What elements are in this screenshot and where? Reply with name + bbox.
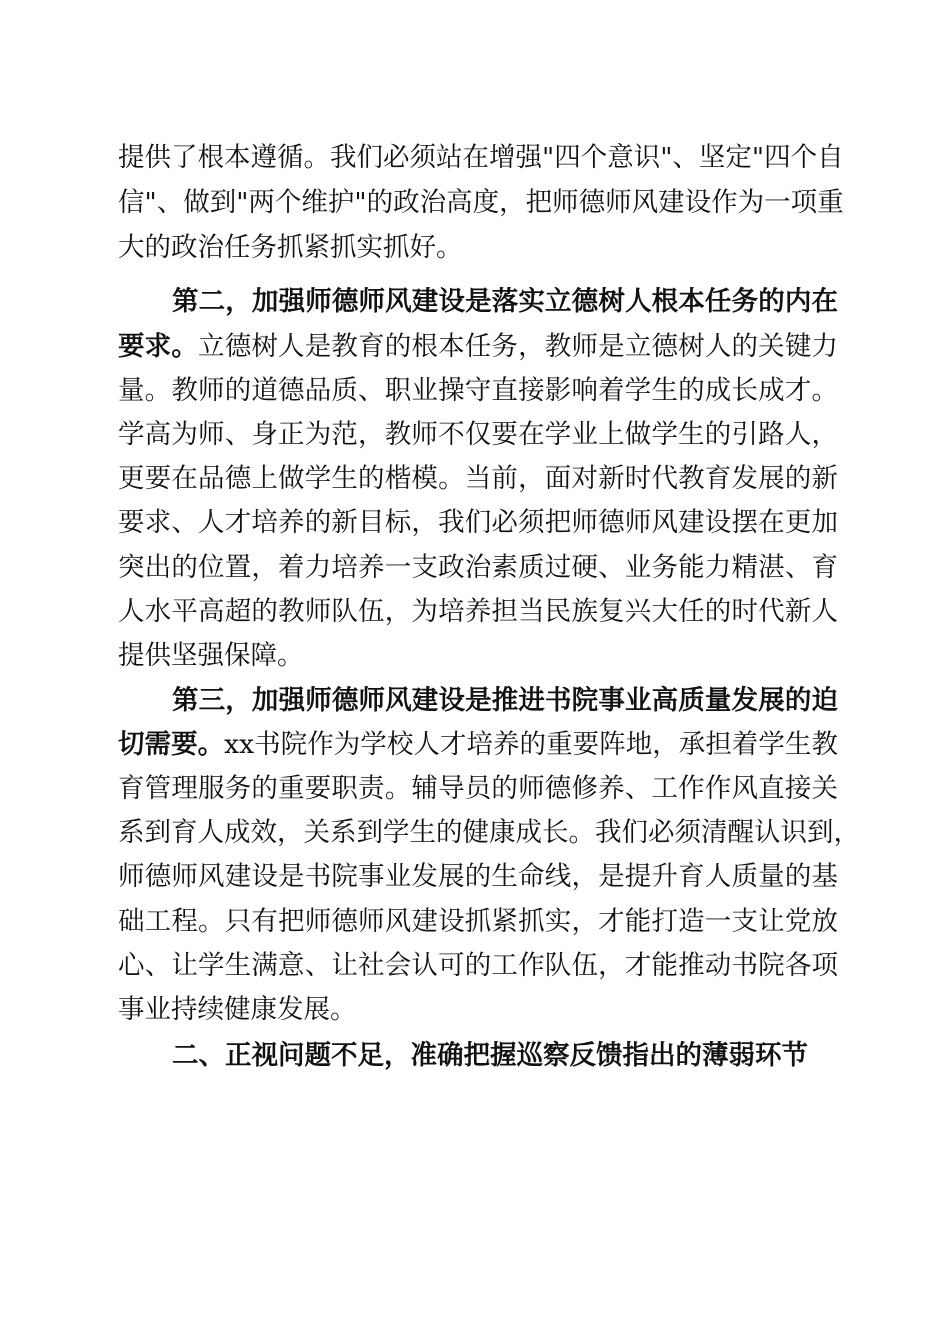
paragraph-lead: 第三，加强师德师风建设是推进书院事业高质量发展的迫: [172, 685, 838, 716]
paragraph-lead-end: 要求。: [118, 331, 199, 362]
paragraph-line: 人水平高超的教师队伍，为培养担当民族复兴大任的时代新人: [118, 596, 838, 627]
paragraph-line: 量。教师的道德品质、职业操守直接影响着学生的成长成才。: [118, 375, 838, 406]
paragraph-line: 提供了根本遵循。我们必须站在增强"四个意识"、坚定"四个自: [118, 142, 844, 173]
paragraph-line: 提供坚强保障。: [118, 640, 304, 671]
paragraph-line: 要求、人才培养的新目标，我们必须把师德师风建设摆在更加: [118, 507, 838, 538]
paragraph-line: 信"、做到"两个维护"的政治高度，把师德师风建设作为一项重: [118, 187, 844, 218]
paragraph-line: 更要在品德上做学生的楷模。当前，面对新时代教育发展的新: [118, 463, 838, 494]
paragraph-line: 事业持续健康发展。: [118, 994, 357, 1025]
paragraph-line: [118, 325, 838, 369]
paragraph-lead-end: 切需要。: [118, 729, 225, 760]
paragraph-line: 系到育人成效，关系到学生的健康成长。我们必须清醒认识到，: [118, 817, 860, 848]
paragraph-line: 础工程。只有把师德师风建设抓紧抓实，才能打造一支让党放: [118, 906, 838, 937]
paragraph-line: 学高为师、身正为范，教师不仅要在学业上做学生的引路人，: [118, 419, 838, 450]
paragraph-line: 突出的位置，着力培养一支政治素质过硬、业务能力精湛、育: [118, 552, 838, 583]
paragraph-line: 心、让学生满意、让社会认可的工作队伍，才能推动书院各项: [118, 950, 838, 981]
section-heading: 二、正视问题不足，准确把握巡察反馈指出的薄弱环节: [172, 1040, 808, 1071]
paragraph-line: 大的政治任务抓紧抓实抓好。: [118, 232, 463, 263]
paragraph-line: [118, 723, 838, 767]
paragraph-line: 育管理服务的重要职责。辅导员的师德修养、工作作风直接关: [118, 773, 838, 804]
paragraph-line-rest: xx书院作为学校人才培养的重要阵地，承担着学生教: [224, 729, 839, 760]
paragraph-line: 师德师风建设是书院事业发展的生命线，是提升育人质量的基: [118, 861, 838, 892]
paragraph-lead: 第二，加强师德师风建设是落实立德树人根本任务的内在: [172, 286, 838, 317]
paragraph-line-rest: 立德树人是教育的根本任务，教师是立德树人的关键力: [198, 331, 839, 362]
